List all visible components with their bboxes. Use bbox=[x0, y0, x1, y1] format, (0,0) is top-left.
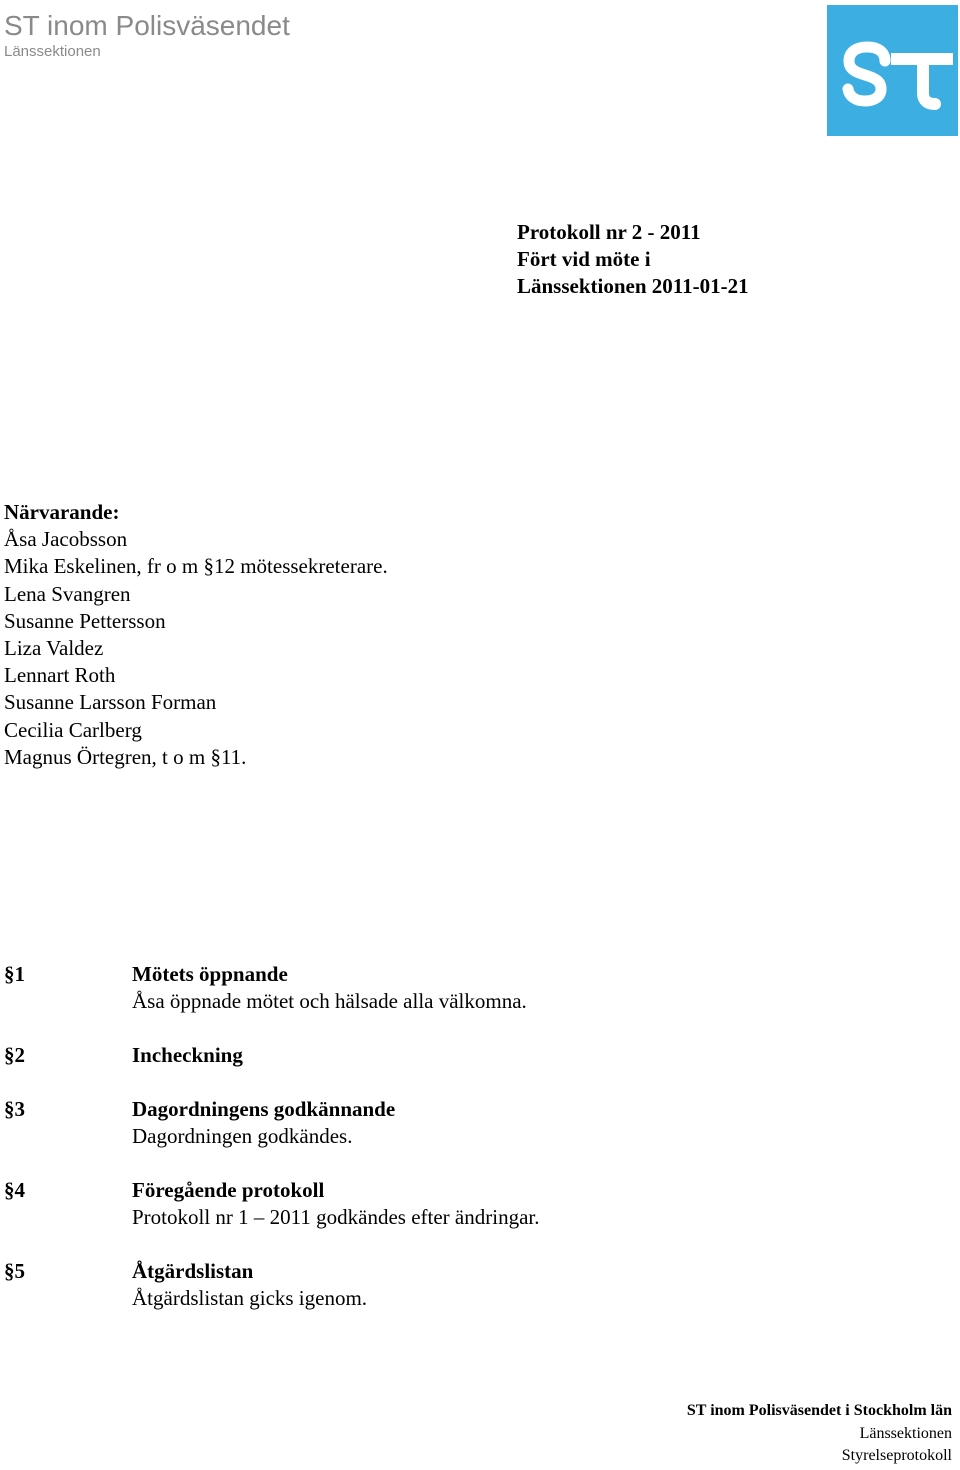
attendee-name: Liza Valdez bbox=[4, 636, 104, 661]
st-logo bbox=[827, 5, 958, 136]
item-text: Åsa öppnade mötet och hälsade alla välkomna. bbox=[132, 989, 527, 1013]
footer-doc-type: Styrelseprotokoll bbox=[841, 1447, 952, 1464]
agenda-item bbox=[4, 1096, 944, 1150]
st-logo-mark bbox=[827, 5, 958, 136]
attendee-name: Cecilia Carlberg bbox=[4, 717, 142, 742]
agenda-item bbox=[4, 1258, 944, 1312]
item-number: §3 bbox=[4, 1097, 25, 1121]
org-subtitle: Länssektionen bbox=[4, 43, 101, 60]
agenda-items bbox=[4, 961, 944, 1339]
item-title: Incheckning bbox=[132, 1043, 243, 1067]
item-number: §5 bbox=[4, 1259, 25, 1283]
attendee-name: Lennart Roth bbox=[4, 663, 116, 688]
item-title: Mötets öppnande bbox=[132, 962, 288, 986]
agenda-item bbox=[4, 1177, 944, 1231]
attendee-name: Susanne Larsson Forman bbox=[4, 690, 217, 715]
footer-org: ST inom Polisväsendet i Stockholm län bbox=[686, 1402, 952, 1419]
protocol-title-line-1: Protokoll nr 2 - 2011 bbox=[517, 220, 701, 244]
org-name: ST inom Polisväsendet bbox=[4, 10, 290, 41]
protocol-title bbox=[517, 219, 749, 300]
item-text: Protokoll nr 1 – 2011 godkändes efter ändringar. bbox=[132, 1205, 540, 1229]
attendee-name: Mika Eskelinen, fr o m §12 mötessekreterare. bbox=[4, 554, 388, 579]
attendee-name: Susanne Pettersson bbox=[4, 608, 166, 633]
item-title: Dagordningens godkännande bbox=[132, 1097, 396, 1121]
protocol-title-line-3: Länssektionen 2011-01-21 bbox=[517, 274, 749, 298]
item-title: Föregående protokoll bbox=[132, 1178, 325, 1202]
footer-section: Länssektionen bbox=[859, 1424, 952, 1442]
item-number: §1 bbox=[4, 962, 25, 986]
protocol-title-line-2: Fört vid möte i bbox=[517, 247, 651, 271]
attendee-name: Lena Svangren bbox=[4, 581, 131, 606]
agenda-item bbox=[4, 1042, 944, 1069]
item-number: §4 bbox=[4, 1178, 25, 1202]
item-number: §2 bbox=[4, 1043, 25, 1067]
attendees-heading: Närvarande: bbox=[4, 500, 120, 524]
page-footer bbox=[687, 1400, 952, 1468]
attendee-name: Magnus Örtegren, t o m §11. bbox=[4, 744, 247, 769]
item-text: Dagordningen godkändes. bbox=[132, 1124, 353, 1148]
attendees-section bbox=[4, 499, 388, 771]
attendee-name: Åsa Jacobsson bbox=[4, 527, 128, 552]
agenda-item bbox=[4, 961, 944, 1015]
item-text: Åtgärdslistan gicks igenom. bbox=[132, 1286, 368, 1310]
item-title: Åtgärdslistan bbox=[132, 1259, 254, 1283]
